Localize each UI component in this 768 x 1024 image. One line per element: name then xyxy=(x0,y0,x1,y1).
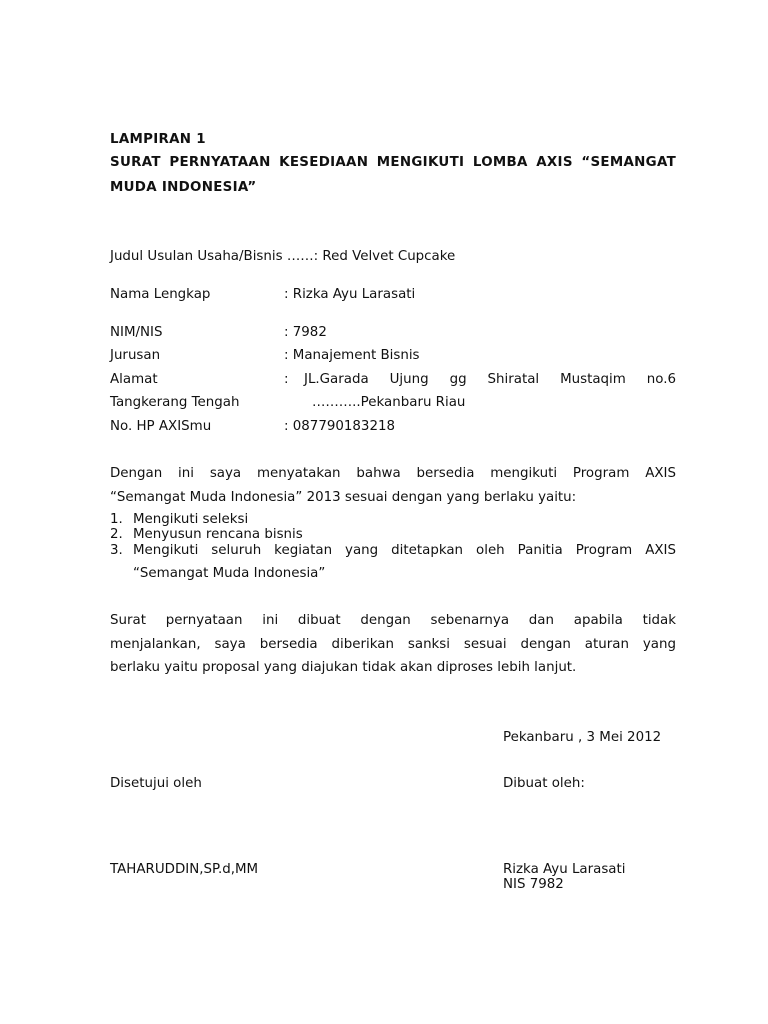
address-value-line-1: JL.Garada Ujung gg Shiratal Mustaqim no.6 xyxy=(304,372,676,387)
made-by-label: Dibuat oleh: xyxy=(503,776,585,791)
closing-line-2: menjalankan, saya bersedia diberikan sanksi sesuai dengan aturan yang xyxy=(110,637,676,652)
document-title-line-2: MUDA INDONESIA” xyxy=(110,180,257,195)
business-title-line: Judul Usulan Usaha/Bisnis ……: Red Velvet Cupcake xyxy=(110,249,456,264)
major-label: Jurusan xyxy=(110,348,161,363)
list-number-1: 1. xyxy=(110,512,123,527)
place-date: Pekanbaru , 3 Mei 2012 xyxy=(503,730,662,745)
phone-value: : 087790183218 xyxy=(284,419,396,434)
full-name-value: : Rizka Ayu Larasati xyxy=(284,287,416,302)
full-name-label: Nama Lengkap xyxy=(110,287,211,302)
list-item-2: Menyusun rencana bisnis xyxy=(133,527,303,542)
closing-line-1: Surat pernyataan ini dibuat dengan sebenarnya dan apabila tidak xyxy=(110,613,676,628)
approved-by-label: Disetujui oleh xyxy=(110,776,202,791)
address-colon: : xyxy=(284,372,289,387)
list-item-3-line-2: “Semangat Muda Indonesia” xyxy=(133,566,326,581)
student-id-value: : 7982 xyxy=(284,325,327,340)
address-value-line-2b: ………..Pekanbaru Riau xyxy=(312,395,466,410)
statement-line-2: “Semangat Muda Indonesia” 2013 sesuai dengan yang berlaku yaitu: xyxy=(110,490,577,505)
list-item-3-line-1: Mengikuti seluruh kegiatan yang ditetapkan oleh Panitia Program AXIS xyxy=(133,543,676,558)
address-label: Alamat xyxy=(110,372,158,387)
approver-name: TAHARUDDIN,SP.d,MM xyxy=(110,862,259,877)
list-number-2: 2. xyxy=(110,527,123,542)
document-title-line-1: SURAT PERNYATAAN KESEDIAAN MENGIKUTI LOMBA AXIS “SEMANGAT xyxy=(110,155,676,170)
major-value: : Manajement Bisnis xyxy=(284,348,420,363)
maker-name: Rizka Ayu Larasati xyxy=(503,862,626,877)
maker-nis: NIS 7982 xyxy=(503,877,564,892)
closing-line-3: berlaku yaitu proposal yang diajukan tidak akan diproses lebih lanjut. xyxy=(110,660,577,675)
list-number-3: 3. xyxy=(110,543,123,558)
statement-line-1: Dengan ini saya menyatakan bahwa bersedia mengikuti Program AXIS xyxy=(110,466,676,481)
phone-label: No. HP AXISmu xyxy=(110,419,212,434)
list-item-1: Mengikuti seleksi xyxy=(133,512,249,527)
attachment-label: LAMPIRAN 1 xyxy=(110,132,206,147)
student-id-label: NIM/NIS xyxy=(110,325,163,340)
address-value-line-2a: Tangkerang Tengah xyxy=(110,395,240,410)
